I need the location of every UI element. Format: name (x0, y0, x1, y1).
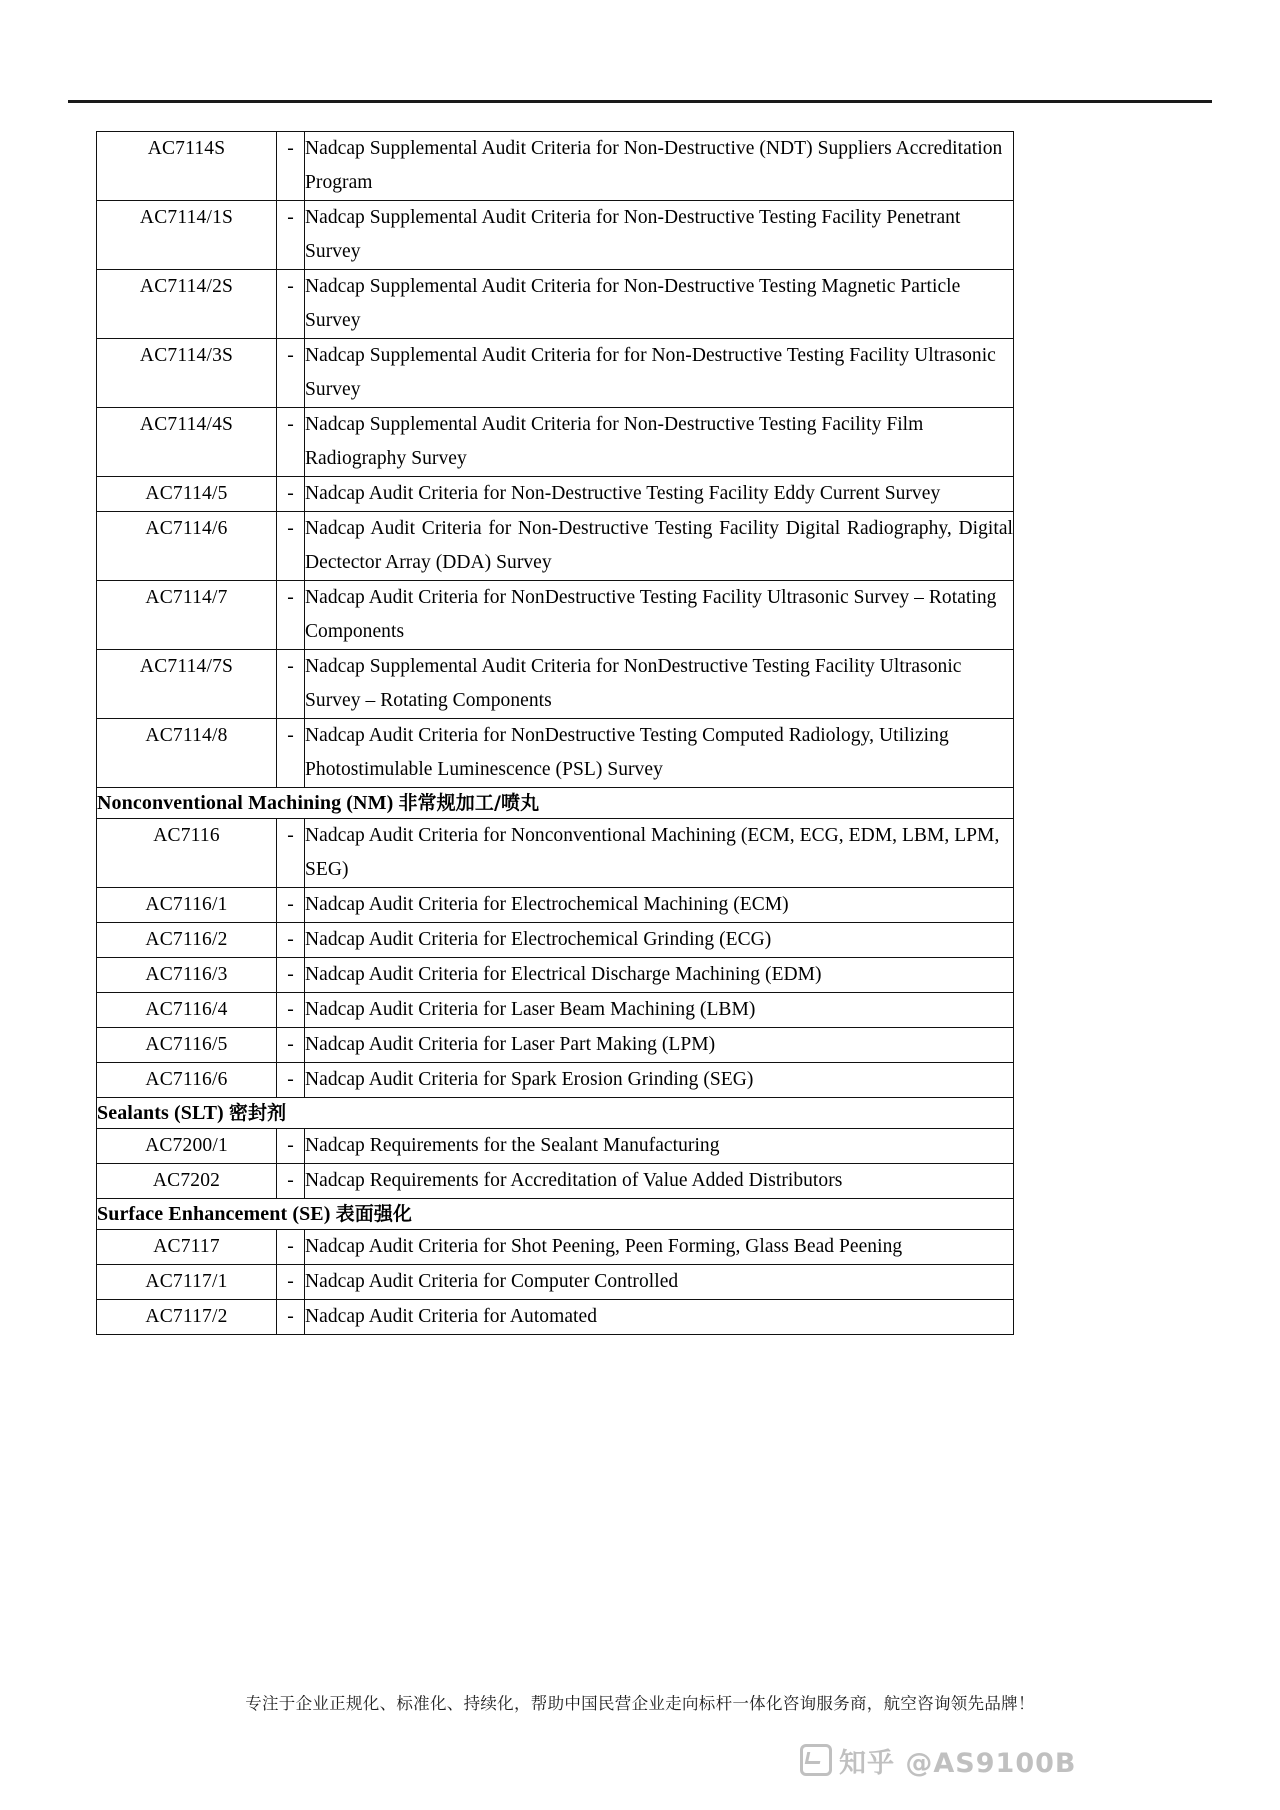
criteria-code-cell: AC7200/1 (97, 1129, 277, 1164)
table-row (97, 512, 1014, 581)
criteria-description-cell: Nadcap Supplemental Audit Criteria for Non-Destructive (NDT) Suppliers Accreditation Program (305, 132, 1014, 201)
nadcap-criteria-table (96, 131, 1014, 1335)
criteria-code-cell: AC7116 (97, 819, 277, 888)
section-header (97, 1199, 1014, 1230)
criteria-code-cell: AC7117/2 (97, 1300, 277, 1335)
criteria-description-cell: Nadcap Requirements for Accreditation of Value Added Distributors (305, 1164, 1014, 1199)
dash-separator-cell: - (277, 993, 305, 1028)
dash-separator-cell: - (277, 201, 305, 270)
dash-separator-cell: - (277, 958, 305, 993)
criteria-description-cell: Nadcap Requirements for the Sealant Manufacturing (305, 1129, 1014, 1164)
criteria-code-cell: AC7114/3S (97, 339, 277, 408)
dash-separator-cell: - (277, 512, 305, 581)
criteria-code-cell: AC7114/1S (97, 201, 277, 270)
table-row (97, 132, 1014, 201)
criteria-description-cell: Nadcap Audit Criteria for Laser Beam Machining (LBM) (305, 993, 1014, 1028)
criteria-code-cell: AC7114S (97, 132, 277, 201)
criteria-code-cell: AC7116/1 (97, 888, 277, 923)
table-row (97, 1164, 1014, 1199)
section-header-label-en: Surface Enhancement (SE) (97, 1203, 331, 1225)
table-row (97, 477, 1014, 512)
watermark-text: 知乎 @AS9100B (839, 1747, 1077, 1779)
criteria-code-cell: AC7116/4 (97, 993, 277, 1028)
dash-separator-cell: - (277, 1265, 305, 1300)
criteria-description-cell: Nadcap Audit Criteria for NonDestructive Testing Computed Radiology, Utilizing Photostimulable Luminescence (PSL) Survey (305, 719, 1014, 788)
criteria-code-cell: AC7202 (97, 1164, 277, 1199)
criteria-code-cell: AC7116/3 (97, 958, 277, 993)
table-row (97, 1300, 1014, 1335)
table-section-header-row (97, 788, 1014, 819)
dash-separator-cell: - (277, 1300, 305, 1335)
criteria-description-cell: Nadcap Supplemental Audit Criteria for Non-Destructive Testing Facility Penetrant Survey (305, 201, 1014, 270)
watermark (800, 1735, 1260, 1785)
section-header-label-en: Nonconventional Machining (NM) (97, 792, 394, 814)
table-row (97, 923, 1014, 958)
criteria-description-cell: Nadcap Audit Criteria for Spark Erosion Grinding (SEG) (305, 1063, 1014, 1098)
table-row (97, 993, 1014, 1028)
dash-separator-cell: - (277, 1129, 305, 1164)
table-section-header-row (97, 1098, 1014, 1129)
section-header (97, 1098, 1014, 1129)
header-rule (68, 100, 1212, 103)
criteria-description-cell: Nadcap Audit Criteria for Computer Controlled (305, 1265, 1014, 1300)
dash-separator-cell: - (277, 819, 305, 888)
criteria-description-cell: Nadcap Audit Criteria for NonDestructive Testing Facility Ultrasonic Survey – Rotating Components (305, 581, 1014, 650)
watermark-logo-icon (800, 1744, 832, 1776)
table-row (97, 1063, 1014, 1098)
criteria-code-cell: AC7117/1 (97, 1265, 277, 1300)
table-row (97, 581, 1014, 650)
criteria-description-cell: Nadcap Audit Criteria for Electrochemical Machining (ECM) (305, 888, 1014, 923)
criteria-description-cell: Nadcap Supplemental Audit Criteria for Non-Destructive Testing Magnetic Particle Survey (305, 270, 1014, 339)
section-header-label-cn: 密封剂 (228, 1102, 287, 1124)
criteria-code-cell: AC7117 (97, 1230, 277, 1265)
section-header-label-cn: 表面强化 (335, 1203, 413, 1225)
criteria-description-cell: Nadcap Supplemental Audit Criteria for Non-Destructive Testing Facility Film Radiography Survey (305, 408, 1014, 477)
criteria-description-cell: Nadcap Audit Criteria for Shot Peening, Peen Forming, Glass Bead Peening (305, 1230, 1014, 1265)
table-section-header-row (97, 1199, 1014, 1230)
table-row (97, 958, 1014, 993)
criteria-code-cell: AC7116/5 (97, 1028, 277, 1063)
dash-separator-cell: - (277, 1063, 305, 1098)
dash-separator-cell: - (277, 1230, 305, 1265)
criteria-code-cell: AC7114/7S (97, 650, 277, 719)
table-row (97, 1028, 1014, 1063)
criteria-description-cell: Nadcap Audit Criteria for Non-Destructive Testing Facility Digital Radiography, Digital Dectector Array (DDA) Survey (305, 512, 1014, 581)
table-row (97, 201, 1014, 270)
table-row (97, 339, 1014, 408)
criteria-description-cell: Nadcap Supplemental Audit Criteria for for Non-Destructive Testing Facility Ultrasonic Survey (305, 339, 1014, 408)
criteria-code-cell: AC7114/8 (97, 719, 277, 788)
dash-separator-cell: - (277, 408, 305, 477)
table-row (97, 719, 1014, 788)
section-header (97, 788, 1014, 819)
dash-separator-cell: - (277, 339, 305, 408)
dash-separator-cell: - (277, 923, 305, 958)
table-body (97, 132, 1014, 1335)
section-header-label-en: Sealants (SLT) (97, 1102, 224, 1124)
criteria-code-cell: AC7116/6 (97, 1063, 277, 1098)
criteria-code-cell: AC7114/2S (97, 270, 277, 339)
dash-separator-cell: - (277, 1028, 305, 1063)
dash-separator-cell: - (277, 650, 305, 719)
criteria-code-cell: AC7114/6 (97, 512, 277, 581)
footer-note: 专注于企业正规化、标准化、持续化，帮助中国民营企业走向标杆一体化咨询服务商，航空咨询领先品牌！ (245, 1694, 1035, 1713)
table-row (97, 888, 1014, 923)
table-row (97, 650, 1014, 719)
criteria-description-cell: Nadcap Supplemental Audit Criteria for NonDestructive Testing Facility Ultrasonic Survey – Rotating Components (305, 650, 1014, 719)
criteria-description-cell: Nadcap Audit Criteria for Electrical Discharge Machining (EDM) (305, 958, 1014, 993)
criteria-code-cell: AC7116/2 (97, 923, 277, 958)
criteria-description-cell: Nadcap Audit Criteria for Non-Destructive Testing Facility Eddy Current Survey (305, 477, 1014, 512)
table-row (97, 408, 1014, 477)
dash-separator-cell: - (277, 581, 305, 650)
table-row (97, 1129, 1014, 1164)
dash-separator-cell: - (277, 719, 305, 788)
criteria-description-cell: Nadcap Audit Criteria for Laser Part Making (LPM) (305, 1028, 1014, 1063)
dash-separator-cell: - (277, 477, 305, 512)
dash-separator-cell: - (277, 270, 305, 339)
criteria-description-cell: Nadcap Audit Criteria for Automated (305, 1300, 1014, 1335)
table-row (97, 1265, 1014, 1300)
criteria-code-cell: AC7114/5 (97, 477, 277, 512)
dash-separator-cell: - (277, 888, 305, 923)
criteria-description-cell: Nadcap Audit Criteria for Electrochemical Grinding (ECG) (305, 923, 1014, 958)
table-row (97, 270, 1014, 339)
table-row (97, 819, 1014, 888)
dash-separator-cell: - (277, 1164, 305, 1199)
dash-separator-cell: - (277, 132, 305, 201)
criteria-description-cell: Nadcap Audit Criteria for Nonconventional Machining (ECM, ECG, EDM, LBM, LPM, SEG) (305, 819, 1014, 888)
table-row (97, 1230, 1014, 1265)
section-header-label-cn: 非常规加工/喷丸 (398, 792, 540, 814)
criteria-code-cell: AC7114/4S (97, 408, 277, 477)
criteria-code-cell: AC7114/7 (97, 581, 277, 650)
